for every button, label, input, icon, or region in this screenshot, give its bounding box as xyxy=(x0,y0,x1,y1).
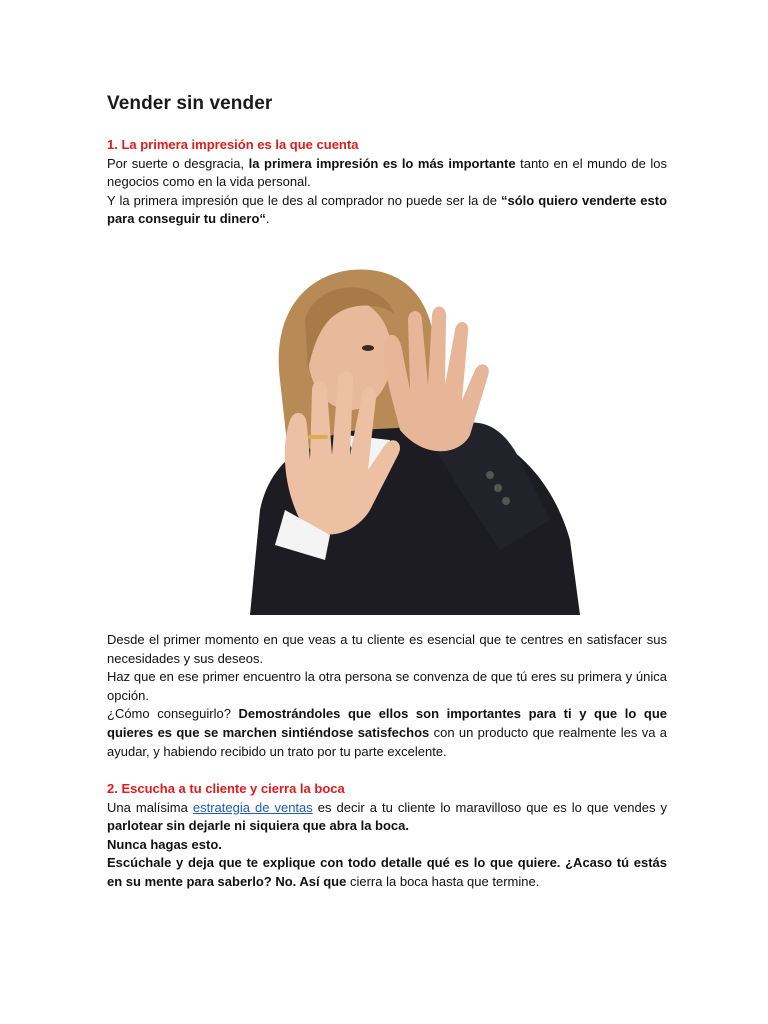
bold-text: Demostrándoles que ellos son importantes para ti y que lo que quieres es que se marchen sintiéndose satisfechos xyxy=(107,706,667,740)
paragraph xyxy=(107,799,667,836)
text: tú eres su primera y única opción xyxy=(107,669,667,703)
text: Una malísima xyxy=(107,799,193,815)
text: . xyxy=(535,873,540,889)
text: cierra la boca hasta que termine xyxy=(349,873,536,889)
paragraph xyxy=(107,631,667,668)
bold-text: parlotear sin dejarle ni siquiera que abra la boca. xyxy=(107,818,409,834)
section-heading: 1. La primera impresión es la que cuenta xyxy=(107,137,359,152)
paragraph xyxy=(107,705,667,761)
text: Por suerte o desgracia, xyxy=(107,155,249,171)
text: con un producto que realmente les va a ayudar, y habiendo recibido un trato por tu parte excelente. xyxy=(107,724,668,759)
bold-text: Nunca hagas esto. xyxy=(107,836,222,852)
bold-text: “sólo quiero venderte esto para conseguir tu dinero“ xyxy=(107,192,668,227)
page-title: Vender sin vender xyxy=(107,93,273,114)
text: . xyxy=(259,650,264,666)
text: . xyxy=(145,687,149,703)
paragraph xyxy=(107,155,667,192)
woman-stop-hands-photo xyxy=(250,260,580,615)
text: es decir a tu cliente lo maravilloso que es lo que vendes y xyxy=(312,799,668,815)
paragraph xyxy=(107,192,667,229)
photo-illustration xyxy=(250,260,580,615)
paragraph xyxy=(107,668,667,705)
text: Desde el primer momento en que veas a tu cliente es esencial que xyxy=(107,632,506,647)
sales-strategy-link[interactable]: estrategia de ventas xyxy=(192,799,313,815)
bold-text: la primera impresión es lo más importante xyxy=(248,155,516,171)
bold-text: Escúchale y deja que te explique con todo detalle qué es lo que quiere. ¿Acaso tú estás en su mente para saberlo? No. Así que xyxy=(107,855,667,889)
text: . xyxy=(265,211,270,227)
section-first-impression xyxy=(107,136,667,229)
text: Haz que en ese primer encuentro la otra persona se convenza de que xyxy=(107,669,517,685)
text: te centres en satisfacer sus necesidades y sus deseos xyxy=(107,632,667,666)
text: tanto en el mundo de los negocios como en la vida personal. xyxy=(107,155,667,190)
text: Y la primera impresión que le des al comprador no puede ser la de xyxy=(107,192,501,208)
paragraph xyxy=(107,854,667,891)
text: ¿Cómo conseguirlo? xyxy=(107,706,239,722)
paragraph xyxy=(107,836,667,855)
section-heading: 2. Escucha a tu cliente y cierra la boca xyxy=(107,781,345,796)
section-listen xyxy=(107,780,667,892)
section-customer-needs xyxy=(107,631,667,761)
